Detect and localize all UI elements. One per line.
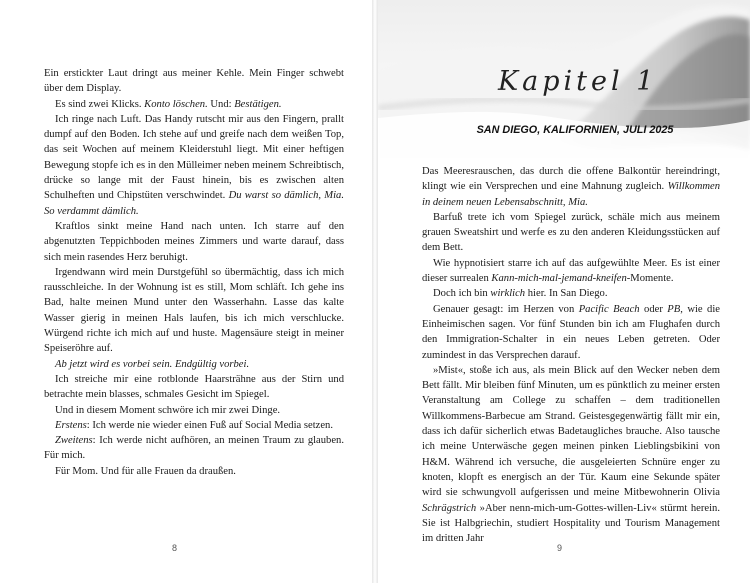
italic-run: Du warst so dämlich, Mia. So verdammt dämlich. <box>44 190 344 217</box>
paragraph <box>44 464 344 479</box>
paragraph <box>422 302 720 363</box>
left-page-number: 8 <box>172 543 178 553</box>
chapter-subtitle: SAN DIEGO, KALIFORNIEN, JULI 2025 <box>476 124 674 136</box>
paragraph <box>422 286 720 301</box>
left-page <box>0 0 372 583</box>
italic-run: Zweitens <box>55 435 93 447</box>
italic-run: Schrägstrich <box>422 502 477 514</box>
text-run: Ich ringe nach Luft. Das Handy rutscht mir aus den Fingern, prallt dumpf auf den Boden. Ich stehe auf und greife nach dem weißen Top, das seit Wochen auf meinem Kleiderstuhl liegt. Mit einer heftigen Bewegung stopfe ich es in den Mülleimer neben meinem Schreibtisch, drücke so lange mit der Faust hinein, bis es zwischen alten Schulheften und Chipstüten verschwindet. <box>44 113 344 202</box>
text-run: oder <box>639 303 668 315</box>
right-page-number: 9 <box>557 543 563 553</box>
italic-run: Konto löschen. <box>144 98 208 110</box>
text-run: Wie hypnotisiert starre ich auf das aufgewühlte Meer. Es ist einer dieser surrealen <box>422 257 720 285</box>
text-run: -Momente. <box>626 273 674 285</box>
paragraph <box>44 219 344 265</box>
paragraph <box>44 418 344 433</box>
italic-run: Ab jetzt wird es vorbei sein. Endgültig vorbei. <box>55 358 250 370</box>
paragraph <box>44 112 344 219</box>
italic-run: Bestätigen. <box>234 98 282 110</box>
paragraph <box>44 357 344 372</box>
text-run: »Aber nenn-mich-um-Gottes-willen-Liv« stürmt herein. Sie ist Halbgriechin, studiert Hospitality und Tourism Management im dritten Jahr <box>422 502 720 545</box>
text-run: »Mist«, stoße ich aus, als mein Blick auf den Wecker neben dem Bett fällt. Mir bleiben fünf Minuten, um es pünktlich zu meiner ersten Veranstaltung am College zu schaffen – dem traditionellen Willkommens-Barbecue am Strand. Geistesgegenwärtig fällt mir ein, dass ich dafür sicherlich etwas Badetaugliches brauche. Also tausche ich meine Unterwäsche gegen meinen pinken Lieblingsbikini von H&M. Während ich versuche, die ausgeleierten Schnüre enger zu knoten, klopft es energisch an der Tür. Kaum eine Sekunde später wird sie schwungvoll aufgerissen und meine Mitbewohnerin Olivia <box>422 364 720 499</box>
paragraph <box>44 403 344 418</box>
italic-run: wirklich <box>490 288 526 300</box>
paragraph <box>422 256 720 287</box>
text-run: Es sind zwei Klicks. <box>55 98 145 110</box>
paragraph <box>44 97 344 112</box>
italic-run: Kann-mich-mal-jemand-kneifen <box>491 273 627 285</box>
italic-run: Willkommen in deinem neuen Lebensabschnitt, Mia. <box>422 181 720 208</box>
text-run: Und: <box>207 98 235 110</box>
paragraph <box>422 363 720 547</box>
italic-run: Erstens <box>55 419 87 431</box>
paragraph <box>44 66 344 97</box>
text-run: Irgendwann wird mein Durstgefühl so übermächtig, dass ich mich rausschleiche. In der Wohnung ist es still, Mom schläft. Ich gehe ins Bad, halte meinen Mund unter den Wasserhahn. Lasse das kalte Wasser gierig in meinen Hals laufen, bis ich mich verschlucke. Würgend richte ich mich auf und huste. Magensäure steigt in meiner Speiseröhre auf. <box>44 266 344 355</box>
text-run: Kraftlos sinkt meine Hand nach unten. Ich starre auf den abgenutzten Teppichboden meines Zimmers und warte darauf, dass sich mein rasendes Herz beruhigt. <box>44 220 344 263</box>
text-run: : Ich werde nie wieder einen Fuß auf Social Media setzen. <box>86 419 333 431</box>
paragraph <box>422 210 720 256</box>
text-run: hier. In San Diego. <box>525 288 608 300</box>
text-run: Doch ich bin <box>433 288 491 300</box>
text-run: Und in diesem Moment schwöre ich mir zwei Dinge. <box>55 404 281 416</box>
right-page <box>378 0 750 583</box>
text-run: Genauer gesagt: im Herzen von <box>433 303 579 315</box>
text-run: Ich streiche mir eine rotblonde Haarsträhne aus der Stirn und betrachte mein blasses, schmales Gesicht im Spiegel. <box>44 373 344 401</box>
paragraph <box>422 164 720 210</box>
text-run: Barfuß trete ich vom Spiegel zurück, schäle mich aus meinem grauen Sweatshirt und werfe es zu den anderen Kleidungsstücken auf dem Bett. <box>422 211 720 254</box>
italic-run: PB <box>667 303 681 315</box>
chapter-title: Kapitel 1 <box>498 66 658 97</box>
italic-run: Pacific Beach <box>578 303 640 315</box>
text-run: , wie die Einheimischen sagen. Vor fünf Stunden bin ich am Flughafen durch den Immigration-Schalter in ein neues Leben getreten. Oder zumindest in das Versprechen darauf. <box>422 303 720 361</box>
left-page-body <box>44 66 344 479</box>
paragraph <box>44 372 344 403</box>
text-run: : Ich werde nicht aufhören, an meinen Traum zu glauben. Für mich. <box>44 435 344 462</box>
right-page-body <box>422 164 720 546</box>
text-run: Ein erstickter Laut dringt aus meiner Kehle. Mein Finger schwebt über dem Display. <box>44 68 344 95</box>
text-run: Das Meeresrauschen, das durch die offene Balkontür hereindringt, klingt wie ein Versprechen und eine Mahnung zugleich. <box>422 166 720 193</box>
paragraph <box>44 433 344 464</box>
paragraph <box>44 265 344 357</box>
text-run: Für Mom. Und für alle Frauen da draußen. <box>55 465 236 477</box>
